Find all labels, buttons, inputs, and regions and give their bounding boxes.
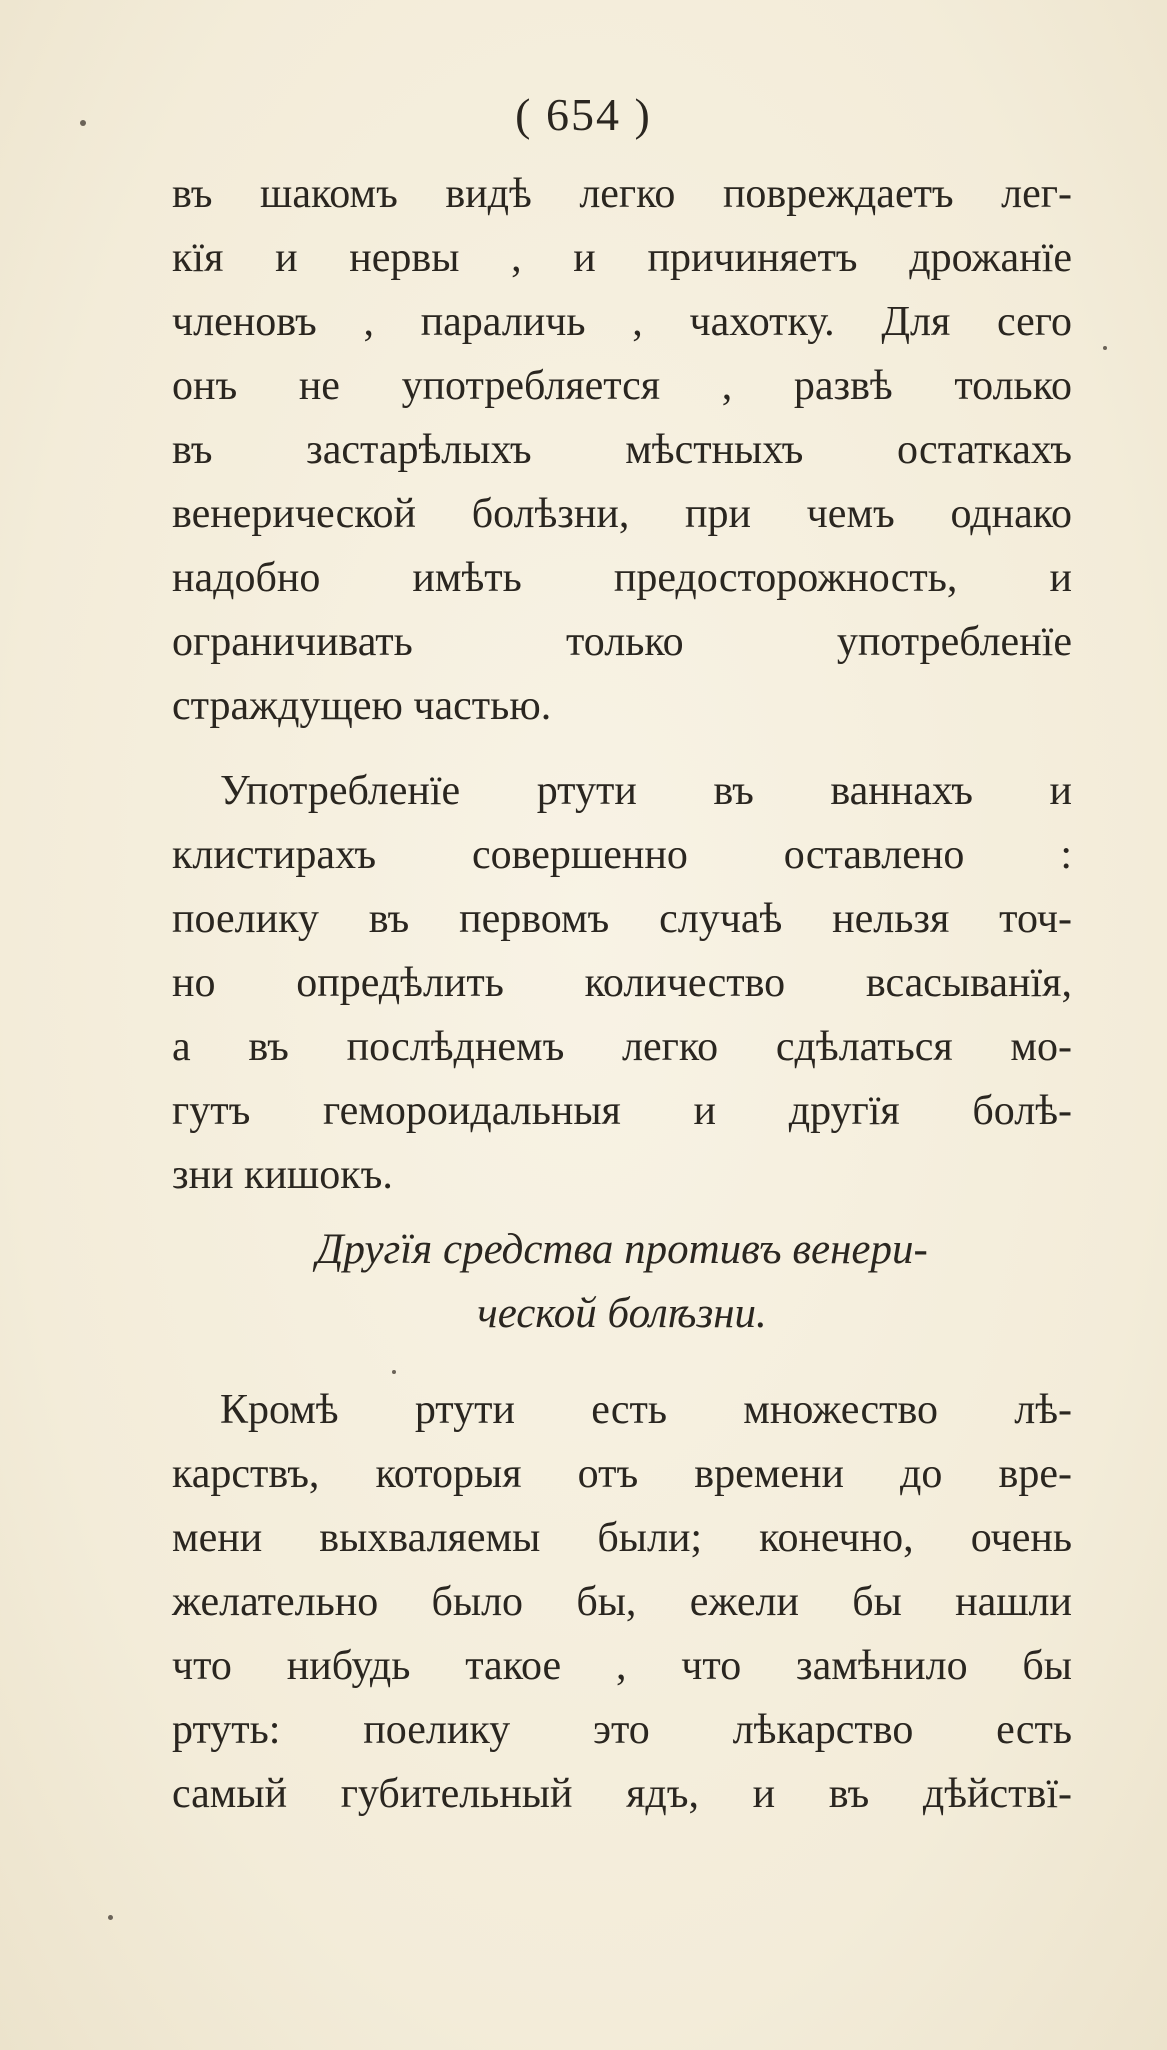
text-line: карствъ, которыя отъ времени до вре- xyxy=(172,1451,1072,1497)
text-line: что нибудь такое , что замѣнило бы xyxy=(172,1643,1072,1689)
text-line: страждущею частью. xyxy=(172,683,552,729)
paragraph-1 xyxy=(172,162,1072,738)
text-line: зни кишокъ. xyxy=(172,1152,393,1198)
text-line: гутъ гемороидальныя и другїя болѣ- xyxy=(172,1088,1072,1134)
paper-speck xyxy=(1103,346,1107,350)
text-line: поелику въ первомъ случаѣ нельзя точ- xyxy=(172,896,1072,942)
section-heading xyxy=(172,1218,1072,1346)
text-line: венерической болѣзни, при чемъ однако xyxy=(172,491,1072,537)
text-line: ограничивать только употребленїе xyxy=(172,619,1072,665)
paragraph-3 xyxy=(172,1378,1072,1826)
page-number: ( 654 ) xyxy=(515,89,652,140)
paragraph-2 xyxy=(172,759,1072,1207)
text-line: въ шакомъ видѣ легко повреждаетъ лег- xyxy=(172,171,1072,217)
text-line: самый губительный ядъ, и въ дѣйствї- xyxy=(172,1771,1072,1817)
paper-speck xyxy=(108,1915,113,1920)
text-line: въ застарѣлыхъ мѣстныхъ остаткахъ xyxy=(172,427,1072,473)
text-line: Кромѣ ртути есть множество лѣ- xyxy=(220,1387,1072,1433)
paper-speck xyxy=(80,120,86,126)
paper-speck xyxy=(392,1370,396,1374)
text-line: членовъ , параличь , чахотку. Для сего xyxy=(172,299,1072,345)
heading-line: Другїя средства противъ венери- xyxy=(316,1226,928,1273)
text-line: а въ послѣднемъ легко сдѣлаться мо- xyxy=(172,1024,1072,1070)
text-line: но опредѣлить количество всасыванїя, xyxy=(172,960,1072,1006)
text-line: клистирахъ совершенно оставлено : xyxy=(172,832,1072,878)
text-line: онъ не употребляется , развѣ только xyxy=(172,363,1072,409)
text-line: надобно имѣть предосторожность, и xyxy=(172,555,1072,601)
heading-line: ческой болѣзни. xyxy=(477,1290,767,1337)
text-line: мени выхваляемы были; конечно, очень xyxy=(172,1515,1072,1561)
text-line: кїя и нервы , и причиняетъ дрожанїе xyxy=(172,235,1072,281)
text-line: желательно было бы, ежели бы нашли xyxy=(172,1579,1072,1625)
text-line: ртуть: поелику это лѣкарство есть xyxy=(172,1707,1072,1753)
text-line: Употребленїе ртути въ ваннахъ и xyxy=(220,768,1072,814)
